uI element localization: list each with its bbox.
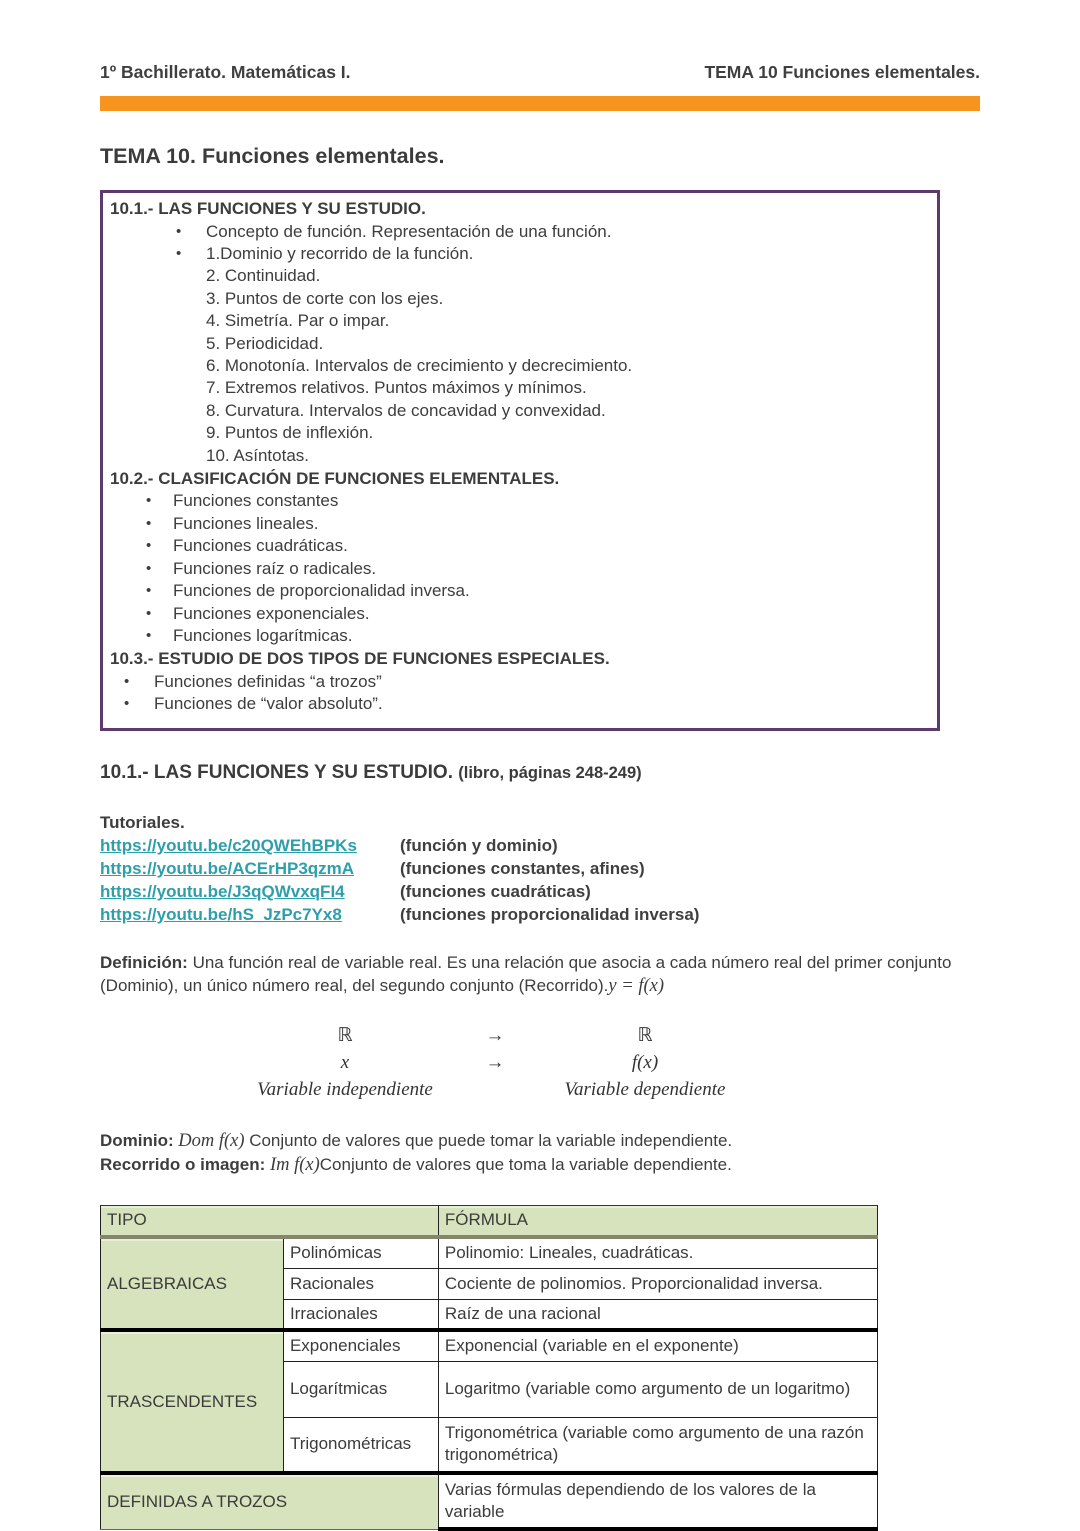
- definition-label: Definición:: [100, 952, 188, 972]
- link-wrap: [100, 880, 400, 903]
- formula-cell: Trigonométrica (variable como argumento de una razón trigonométrica): [438, 1417, 877, 1473]
- tutorial-link[interactable]: https://youtu.be/ACErHP3qzmA: [100, 858, 355, 878]
- function-types-table: [100, 1205, 878, 1531]
- subtype-cell: Logarítmicas: [283, 1361, 438, 1417]
- subtype-cell: Racionales: [283, 1268, 438, 1299]
- list-item: • Funciones lineales.: [110, 513, 927, 535]
- reals-symbol-right: ℝ: [637, 1024, 653, 1046]
- page-title: TEMA 10. Funciones elementales.: [100, 144, 445, 168]
- outline-heading-10-3: 10.3.- ESTUDIO DE DOS TIPOS DE FUNCIONES ESPECIALES.: [110, 649, 610, 669]
- section-heading-note: (libro, páginas 248-249): [458, 763, 642, 782]
- tutorial-link[interactable]: https://youtu.be/hS_JzPc7Yx8: [100, 904, 342, 924]
- dependent-variable-label: Variable dependiente: [564, 1078, 726, 1100]
- subtype-cell: Trigonométricas: [283, 1417, 438, 1473]
- list-item: 5. Periodicidad.: [206, 333, 324, 353]
- range-label: Recorrido o imagen:: [100, 1155, 266, 1175]
- arrow-icon: →: [485, 1051, 505, 1073]
- range-math: Im f(x): [265, 1155, 320, 1176]
- domain-math: Dom f(x): [173, 1130, 250, 1151]
- formula-cell: Exponencial (variable en el exponente): [438, 1330, 877, 1361]
- list-item: 7. Extremos relativos. Puntos máximos y mínimos.: [206, 378, 587, 398]
- list-item: 2. Continuidad.: [206, 266, 321, 286]
- table-header-row: [101, 1205, 878, 1237]
- tutorial-link[interactable]: https://youtu.be/J3qQWvxqFI4: [100, 881, 345, 901]
- domain-range-block: [100, 1129, 980, 1178]
- list-item: • Funciones exponenciales.: [110, 603, 927, 625]
- tutorials-label: Tutoriales.: [100, 812, 185, 832]
- list-item: • Funciones raíz o radicales.: [110, 558, 927, 580]
- table-row: [101, 1330, 878, 1361]
- outline-heading-10-1: 10.1.- LAS FUNCIONES Y SU ESTUDIO.: [110, 199, 426, 218]
- list-item: 8. Curvatura. Intervalos de concavidad y convexidad.: [206, 400, 606, 420]
- list-item: • 1.Dominio y recorrido de la función.: [110, 243, 927, 265]
- tutorial-line: [100, 903, 980, 926]
- domain-text: Conjunto de valores que puede tomar la variable independiente.: [249, 1130, 733, 1150]
- list-item: 4. Simetría. Par o impar.: [206, 311, 390, 331]
- tutorial-description: (funciones proporcionalidad inversa): [400, 904, 700, 924]
- reals-symbol-left: ℝ: [337, 1024, 353, 1046]
- independent-variable-label: Variable independiente: [257, 1078, 433, 1100]
- list-item: • Funciones logarítmicas.: [110, 625, 927, 647]
- list-item: • Funciones de “valor absoluto”.: [110, 693, 927, 715]
- section-heading-text: 10.1.- LAS FUNCIONES Y SU ESTUDIO.: [100, 761, 453, 783]
- list-item: • Funciones de proporcionalidad inversa.: [110, 580, 927, 602]
- range-text: Conjunto de valores que toma la variable dependiente.: [319, 1155, 732, 1175]
- definition-text: Una función real de variable real. Es una relación que asocia a cada número real del primer conjunto (Dominio), un único número real, del segundo conjunto (Recorrido).: [100, 952, 952, 995]
- subtype-cell: Polinómicas: [283, 1237, 438, 1268]
- tutorial-description: (funciones constantes, afines): [400, 858, 645, 878]
- group-cell-algebraicas: ALGEBRAICAS: [101, 1237, 284, 1330]
- header-course-label: 1º Bachillerato. Matemáticas I.: [100, 62, 351, 82]
- definition-paragraph: [100, 951, 982, 998]
- group-cell-trascendentes: TRASCENDENTES: [101, 1330, 284, 1473]
- list-item: • Concepto de función. Representación de una función.: [110, 221, 927, 243]
- topic-outline-box: [100, 190, 940, 731]
- outline-bullet-list-10-1: [110, 221, 927, 266]
- arrow-icon: →: [485, 1024, 505, 1046]
- tutorial-description: (función y dominio): [400, 835, 558, 855]
- table-row: [101, 1473, 878, 1529]
- table-header-formula: FÓRMULA: [438, 1205, 877, 1237]
- list-item: • Funciones cuadráticas.: [110, 535, 927, 557]
- range-line: [100, 1153, 980, 1178]
- function-of-x-symbol: f(x): [631, 1051, 659, 1073]
- outline-bullet-list-10-2: [110, 490, 927, 647]
- tutorial-line: [100, 857, 980, 880]
- link-wrap: [100, 903, 400, 926]
- formula-cell: Polinomio: Lineales, cuadráticas.: [438, 1237, 877, 1268]
- tutorial-line: [100, 880, 980, 903]
- formula-cell: Varias fórmulas dependiendo de los valores de la variable: [438, 1473, 877, 1529]
- domain-line: [100, 1129, 980, 1154]
- orange-divider-bar: [100, 96, 980, 111]
- link-wrap: [100, 857, 400, 880]
- table-row: [101, 1237, 878, 1268]
- definition-formula: y = f(x): [608, 975, 664, 996]
- document-header: [100, 62, 980, 83]
- formula-cell: Cociente de polinomios. Proporcionalidad inversa.: [438, 1268, 877, 1299]
- header-topic-label: TEMA 10 Funciones elementales.: [704, 62, 980, 82]
- domain-label: Dominio:: [100, 1130, 174, 1150]
- list-item: 10. Asíntotas.: [206, 445, 310, 465]
- subtype-cell: Irracionales: [283, 1299, 438, 1330]
- formula-cell: Raíz de una racional: [438, 1299, 877, 1330]
- function-mapping-diagram: [235, 1022, 980, 1103]
- spacer: [455, 1076, 535, 1103]
- list-item: 9. Puntos de inflexión.: [206, 423, 374, 443]
- list-item: 3. Puntos de corte con los ejes.: [206, 288, 444, 308]
- tutorial-link[interactable]: https://youtu.be/c20QWEhBPKs: [100, 835, 357, 855]
- list-item: 6. Monotonía. Intervalos de crecimiento y decrecimiento.: [206, 355, 633, 375]
- group-cell-definidas-a-trozos: DEFINIDAS A TROZOS: [101, 1473, 439, 1529]
- independent-variable-symbol: x: [340, 1051, 350, 1073]
- table-header-tipo: TIPO: [101, 1205, 439, 1237]
- list-item: • Funciones constantes: [110, 490, 927, 512]
- outline-bullet-list-10-3: [110, 671, 927, 716]
- tutorial-description: (funciones cuadráticas): [400, 881, 591, 901]
- section-heading: [100, 762, 980, 784]
- tutorials-block: [100, 811, 980, 926]
- list-item: • Funciones definidas “a trozos”: [110, 671, 927, 693]
- link-wrap: [100, 834, 400, 857]
- formula-cell: Logaritmo (variable como argumento de un logaritmo): [438, 1361, 877, 1417]
- tutorial-line: [100, 834, 980, 857]
- outline-heading-10-2: 10.2.- CLASIFICACIÓN DE FUNCIONES ELEMENTALES.: [110, 468, 560, 488]
- subtype-cell: Exponenciales: [283, 1330, 438, 1361]
